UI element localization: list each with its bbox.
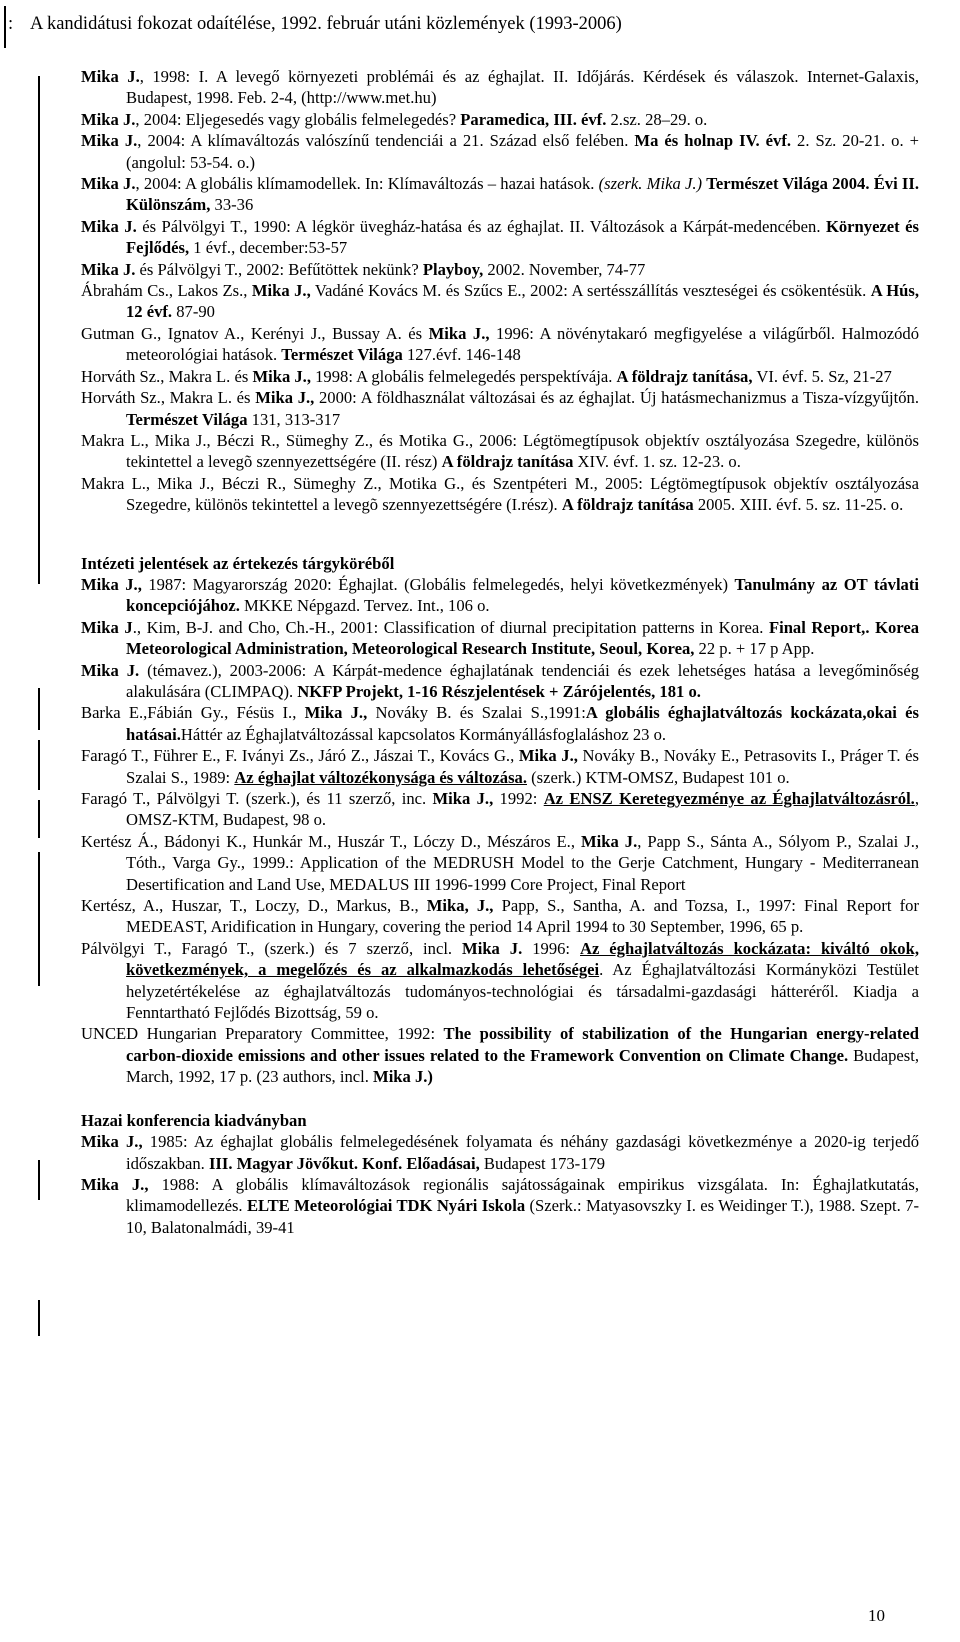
entry-segment: 1987: Magyarország 2020: Éghajlat. (Globális felmelegedés, helyi következmények)	[141, 574, 735, 594]
entry-segment: Mika J.	[81, 131, 138, 151]
reference-entry	[81, 387, 919, 430]
entry-segment: 131, 313-317	[247, 409, 341, 429]
entry-segment: 1998: A globális felmelegedés perspektívája.	[310, 366, 617, 386]
entry-segment: Mika J.,	[251, 281, 311, 301]
margin-bar	[38, 1300, 40, 1336]
margin-bar	[38, 800, 40, 838]
entry-segment: –	[661, 109, 670, 129]
entry-segment: , OMSZ-KTM, Budapest, 98 o.	[126, 789, 919, 830]
entry-segment: Természet Világa	[281, 345, 403, 365]
reference-entry	[81, 617, 919, 660]
entry-segment: 1996: A növénytakaró megfigyelése a világűrből. Halmozódó meteorológiai hatások.	[126, 323, 919, 365]
entry-segment: (témavez.), 2003-2006: A Kárpát-medence éghajlatának tendenciái és ezek lehetséges hatása a levegőminőség alakulására (CLIMPAQ).	[126, 660, 919, 701]
entry-segment: Mika J	[81, 617, 133, 637]
entry-segment: A Hús, 12 évf.	[126, 281, 919, 322]
reference-entry	[81, 280, 919, 323]
reference-entry	[81, 745, 919, 788]
entry-segment: Tanulmány az OT távlati koncepciójához.	[126, 574, 919, 616]
entry-segment: 2. Sz. 20-21. o. + (angolul: 53-54. o.)	[126, 131, 919, 172]
entry-segment: Mika, J.,	[426, 896, 494, 916]
entry-segment: Mika J.	[81, 660, 140, 680]
entry-segment: Playboy,	[422, 259, 484, 279]
entry-segment: Nováky B., Nováky E., Petrasovits I., Práger T. és Szalai S., 1989:	[126, 746, 919, 787]
reference-entry	[81, 259, 919, 280]
entry-segment: Budapest 173-179	[479, 1153, 606, 1173]
section-title: Intézeti jelentések az értekezés tárgyköréből	[81, 553, 395, 573]
entry-segment: Mika J.,	[81, 1174, 149, 1194]
page-header	[8, 14, 622, 35]
entry-segment: Mika J.,	[304, 703, 368, 723]
reference-entry	[81, 216, 919, 259]
entry-segment: Mika J.,	[255, 388, 315, 408]
reference-entry	[81, 473, 919, 516]
entry-segment: 127.évf. 146-148	[402, 345, 521, 365]
entry-segment: III. Magyar Jövőkut. Konf. Előadásai,	[208, 1153, 480, 1173]
entry-segment: The possibility of stabilization of the Hungarian energy-related carbon-dioxide emissions and other issues related to the Framework Convention on Climate Change.	[126, 1024, 919, 1065]
reference-entry	[81, 173, 919, 216]
entry-segment: Makra L., Mika J., Béczi R., Sümeghy Z., és Motika G., 2006: Légtömegtípusok objektív osztályozása Szegedre, különös tekintettel a levegõ szennyezettségére (II. rész)	[81, 430, 919, 472]
header-title: A kandidátusi fokozat odaítélése, 1992. február utáni közlemények (1993-2006)	[30, 14, 622, 34]
page-number: 10	[868, 1606, 885, 1625]
entry-segment: Mika J.)	[373, 1067, 433, 1087]
entry-segment: Mika J.	[81, 67, 140, 86]
entry-segment: Makra L., Mika J., Béczi R., Sümeghy Z., Motika G., és Szentpéteri M., 2005: Légtömegtípusok objektív osztályozása Szegedre, különös tekintettel a levegõ szennyezettségére (I.rész).	[81, 473, 919, 515]
entry-segment: 2002. November, 74-77	[483, 259, 646, 279]
entry-segment: XIV. évf. 1. sz. 12-23. o.	[573, 452, 741, 472]
entry-segment: Ma és holnap IV. évf.	[634, 131, 791, 151]
entry-segment: (szerk. Mika J.)	[598, 174, 703, 194]
entry-segment: Paramedica, III. évf.	[460, 109, 607, 129]
entry-segment: Final Report,. Korea Meteorological Administration, Meteorological Research Institute, Seoul, Korea,	[126, 617, 919, 659]
entry-segment: Faragó T., Führer E., F. Iványi Zs., Járó Z., Jászai T., Kovács G.,	[81, 746, 519, 766]
entry-segment: 1996:	[522, 938, 580, 958]
entry-segment: Nováky B. és Szalai S.,1991:	[367, 703, 586, 723]
section-title: Hazai konferencia kiadványban	[81, 1110, 307, 1130]
entry-segment: 1985: Az éghajlat globális felmelegedésének folyamata és néhány gazdasági következménye a 2020-ig terjedő időszakban.	[126, 1132, 919, 1173]
entry-segment: Barka E.,Fábián Gy., Fésüs I.,	[81, 703, 305, 723]
entry-segment: , 2004: Eljegesedés vagy globális felmelegedés?	[135, 109, 461, 129]
entry-segment: , 2004: A globális klímamodellek. In: Klímaváltozás – hazai hatások.	[135, 174, 599, 194]
reference-entry	[81, 831, 919, 895]
entry-segment: VI. évf. 5. Sz, 21-27	[752, 366, 892, 386]
entry-segment: ., Kim, B-J. and Cho, Ch.-H., 2001: Classification of diurnal precipitation patterns in Korea.	[132, 617, 769, 637]
reference-entry	[81, 895, 919, 938]
margin-bar	[38, 688, 40, 730]
margin-bar	[38, 76, 40, 584]
entry-segment: Természet Világa 2004. Évi II. Különszám,	[126, 174, 919, 215]
entry-segment: Mika J.	[462, 938, 523, 958]
entry-segment: Kertész, A., Huszar, T., Loczy, D., Markus, B.,	[81, 896, 427, 916]
entry-segment: Mika J.,	[252, 366, 311, 386]
reference-entry	[81, 788, 919, 831]
entry-segment: (Szerk.: Matyasovszky I. es Weidinger T.), 1988. Szept. 7-10, Balatonalmádi, 39-41	[126, 1196, 920, 1237]
reference-entry	[81, 130, 919, 173]
entry-segment: 22 p. + 17 p App.	[694, 639, 815, 659]
entry-segment: 2005. XIII. évf. 5. sz. 11-25. o.	[693, 495, 904, 515]
entry-segment: Mika J.	[81, 174, 136, 194]
entry-segment: . Az Éghajlatváltozási Kormányközi Testület helyzetértékelése az éghajlatváltozás tudományos-technológiai és társadalmi-gazdasági hátteréről. Kiadja a Fenntartható Fejlődés Bizottság, 59 o.	[126, 960, 919, 1023]
entry-segment: 1 évf., december:53-57	[189, 238, 348, 258]
entry-segment: , 2004: A klímaváltozás valószínű tendenciái a 21. Század első felében.	[137, 131, 635, 151]
entry-segment: Mika J.,	[81, 1132, 143, 1152]
entry-segment: Vadáné Kovács M. és Szűcs E., 2002: A sertésszállítás veszteségei és csökentésük.	[310, 281, 871, 301]
margin-bar	[4, 6, 6, 48]
entry-segment: 87-90	[172, 302, 215, 322]
entry-segment: Mika J.,	[432, 789, 494, 808]
entry-segment: A földrajz tanítása	[561, 495, 694, 515]
header-colon: :	[8, 14, 14, 34]
entry-segment: 1988: A globális klímaváltozások regionális sajátosságainak empirikus vizsgálata. In: Éghajlatkutatás, klimamodellezés.	[126, 1174, 919, 1216]
entry-segment: Mika J.	[581, 831, 638, 851]
margin-bar	[38, 1160, 40, 1200]
entry-segment: Ábrahám Cs., Lakos Zs.,	[81, 281, 252, 301]
entry-segment: és Pálvölgyi T., 2002: Befűtöttek nekünk?	[135, 259, 423, 279]
entry-segment: (szerk.) KTM-OMSZ, Budapest 101 o.	[527, 767, 790, 787]
section-gap	[81, 1088, 919, 1110]
entry-segment: Mika J.	[81, 259, 136, 279]
reference-entry	[81, 323, 919, 366]
reference-entry	[81, 1131, 919, 1174]
reference-entry	[81, 366, 919, 387]
reference-entry	[81, 109, 919, 130]
entry-segment: , 1998: I. A levegő környezeti problémái és az éghajlat. II. Időjárás. Kérdések és válaszok. Internet-Galaxis, Budapest, 1998. Feb. 2-4, (http://www.met.hu)	[126, 67, 919, 108]
reference-entry	[81, 430, 919, 473]
entry-segment: Természet Világa	[126, 409, 248, 429]
entry-segment: Az éghajlatváltozás kockázata: kiváltó okok, következmények, a megelőzés és az alkalmazkodás lehetőségei	[126, 938, 919, 980]
entry-segment: Pálvölgyi T., Faragó T., (szerk.) és 7 szerző, incl.	[81, 938, 463, 958]
entry-segment: ELTE Meteorológiai TDK Nyári Iskola	[246, 1196, 526, 1216]
entry-segment: UNCED Hungarian Preparatory Committee, 1992:	[81, 1024, 444, 1044]
entry-segment: , Papp S., Sánta A., Sólyom P., Szalai J., Tóth., Varga Gy., 1999.: Application of the MEDRUSH Model to the Gerje Catchment, Hungary - Mediterranean Desertification and Land Use, MEDALUS III 1996-1999 Core Project, Final Report	[126, 831, 919, 894]
entry-segment: 33-36	[210, 195, 254, 215]
entry-segment: Papp, S., Santha, A. and Tozsa, I., 1997: Final Report for MEDEAST, Aridification in Hungary, covering the period 14 April 1994 to 30 September, 1996, 65 p.	[126, 896, 919, 937]
entry-segment: Gutman G., Ignatov A., Kerényi J., Bussay A. és	[81, 323, 429, 343]
entry-segment: A globális éghajlatváltozás kockázata,okai és hatásai.	[126, 703, 919, 744]
entry-segment: 2.sz. 28	[606, 109, 662, 129]
reference-entry	[81, 702, 919, 745]
entry-segment: Mika J.,	[518, 746, 578, 766]
entry-segment: NKFP Projekt, 1-16 Részjelentések + Zárójelentés, 181 o.	[297, 681, 701, 701]
entry-segment: Kertész Á., Bádonyi K., Hunkár M., Huszár T., Lóczy D., Mészáros E.,	[81, 831, 581, 851]
entry-segment: Az éghajlat változékonysága és változása.	[234, 767, 527, 787]
entry-segment: A földrajz tanítása,	[616, 366, 753, 386]
entry-segment: Mika J.	[81, 216, 137, 236]
entry-segment: Mika J.,	[81, 574, 142, 594]
entry-segment: Mika J.,	[428, 323, 490, 343]
entry-segment: 2000: A földhasználat változásai és az éghajlat. Új hatásmechanizmus a Tisza-vízgyűjtőn.	[314, 388, 919, 408]
section-gap	[81, 516, 919, 553]
entry-segment: Horváth Sz., Makra L. és	[81, 366, 253, 386]
reference-entry	[81, 1174, 919, 1238]
entry-segment: Háttér az Éghajlatváltozással kapcsolatos Kormányállásfoglaláshoz 23 o.	[180, 724, 667, 744]
entry-segment: Környezet és Fejlődés,	[126, 216, 919, 258]
entry-segment: 29. o.	[669, 109, 708, 129]
reference-entry	[81, 1023, 919, 1087]
margin-bar	[38, 740, 40, 790]
reference-entry	[81, 660, 919, 703]
reference-entry	[81, 938, 919, 1024]
entry-segment: Az ENSZ Keretegyezménye az Éghajlatváltozásról.	[543, 789, 915, 808]
margin-bar	[38, 852, 40, 986]
entry-segment: MKKE Népgazd. Tervez. Int., 106 o.	[239, 596, 490, 616]
entry-segment: Mika J.	[81, 109, 136, 129]
document-body	[81, 66, 919, 1238]
entry-segment: 1992:	[493, 789, 544, 808]
reference-entry	[81, 66, 919, 109]
entry-segment: Budapest, March, 1992, 17 p. (23 authors, incl.	[126, 1045, 919, 1087]
entry-segment: Faragó T., Pálvölgyi T. (szerk.), és 11 szerző, inc.	[81, 789, 433, 808]
entry-segment: A földrajz tanítása	[441, 452, 574, 472]
reference-entry	[81, 574, 919, 617]
entry-segment: Horváth Sz., Makra L. és	[81, 388, 256, 408]
entry-segment: és Pálvölgyi T., 1990: A légkör üvegház-hatása és az éghajlat. II. Változások a Kárpát-medencében.	[136, 216, 826, 236]
